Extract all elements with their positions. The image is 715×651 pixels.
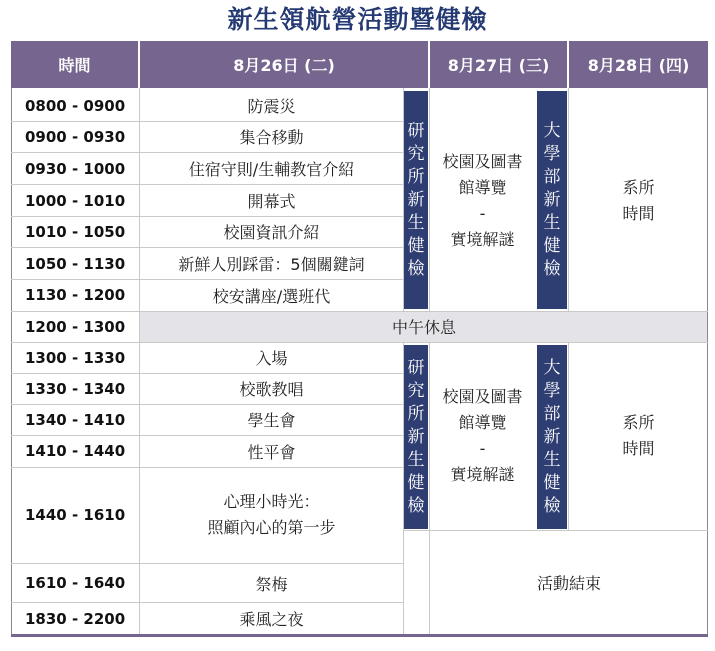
activity-cell: 祭梅	[255, 574, 288, 594]
activity-cell: 校園資訊介紹	[223, 223, 320, 242]
time-cell: 0900 - 0930	[25, 127, 126, 146]
time-cell: 1010 - 1050	[25, 222, 126, 241]
time-cell: 1440 - 1610	[25, 506, 126, 524]
activity-cell: 新鮮人別踩雷：5個關鍵詞	[178, 255, 365, 274]
time-cell: 1410 - 1440	[25, 442, 126, 460]
time-cell: 1330 - 1340	[25, 379, 126, 398]
time-cell: 1830 - 2200	[25, 609, 126, 628]
time-cell: 1000 - 1010	[25, 191, 126, 210]
time-cell: 1050 - 1130	[25, 254, 126, 273]
time-cell: 1300 - 1330	[25, 348, 126, 367]
undergrad-check-label: 大 學 部 新 生 健 檢	[543, 120, 561, 279]
activity-cell: 防震災	[247, 97, 296, 116]
undergrad-health-check-afternoon	[537, 345, 567, 529]
header-time: 時間	[11, 41, 138, 88]
time-cell: 0800 - 0900	[25, 96, 126, 115]
time-cell: 1200 - 1300	[25, 317, 126, 336]
activities-end: 活動結束	[536, 574, 601, 593]
activity-cell: 學生會	[247, 411, 296, 430]
undergrad-health-check-morning	[537, 91, 567, 309]
lunch-label: 中午休息	[391, 318, 456, 337]
header-day2: 8月27日 (三)	[430, 41, 567, 88]
time-cell: 1130 - 1200	[25, 286, 126, 304]
table-bottom-border	[11, 634, 708, 637]
activity-cell: 入場	[255, 349, 288, 368]
time-cell: 1340 - 1410	[25, 410, 126, 429]
grad-check-label: 研 究 所 新 生 健 檢	[407, 357, 425, 516]
dept-time-afternoon: 系所 時間	[622, 413, 655, 458]
activity-cell: 開幕式	[247, 192, 296, 211]
campus-tour-afternoon: 校園及圖書 館導覽 - 實境解謎	[442, 387, 523, 484]
activity-cell: 校安講座/選班代	[212, 286, 331, 306]
time-cell: 0930 - 1000	[25, 159, 126, 178]
activity-cell: 集合移動	[239, 128, 304, 147]
activity-cell: 乘風之夜	[239, 610, 304, 629]
activity-cell: 心理小時光： 照顧內心的第一步	[207, 492, 336, 537]
dept-time-morning: 系所 時間	[622, 177, 655, 223]
header-day3: 8月28日 (四)	[569, 41, 708, 88]
grad-health-check-morning	[404, 91, 428, 309]
activity-cell: 校歌教唱	[239, 380, 304, 399]
schedule-title: 新生領航營活動暨健檢	[227, 5, 488, 34]
activity-cell: 住宿守則/生輔教官介紹	[188, 160, 355, 179]
time-cell: 1610 - 1640	[25, 574, 126, 592]
grad-check-label: 研 究 所 新 生 健 檢	[407, 120, 425, 279]
grad-health-check-afternoon	[404, 345, 428, 529]
campus-tour-morning: 校園及圖書 館導覽 - 實境解謎	[442, 151, 523, 249]
header-day1: 8月26日 (二)	[140, 41, 428, 88]
activity-cell: 性平會	[247, 442, 296, 462]
undergrad-check-label: 大 學 部 新 生 健 檢	[543, 357, 561, 516]
